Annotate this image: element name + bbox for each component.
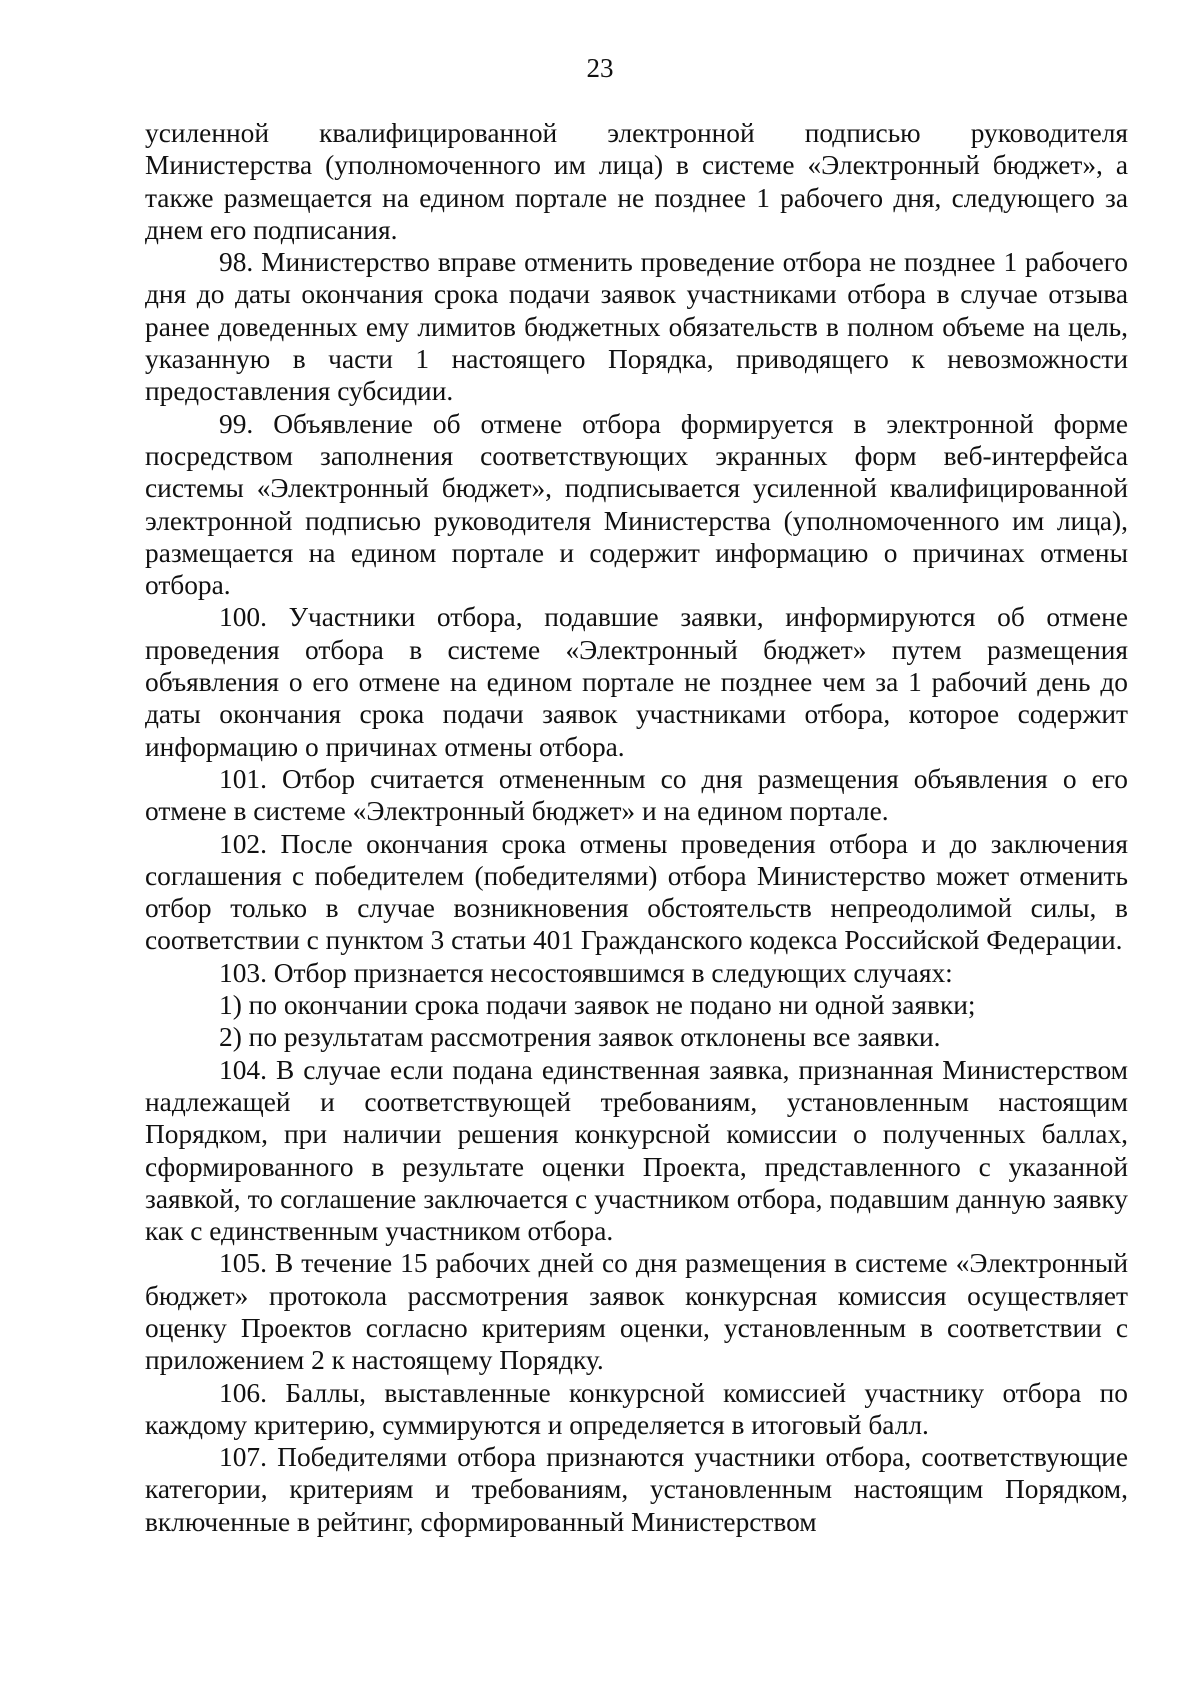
page-number: 23 [586,53,614,83]
paragraph-102: 102. После окончания срока отмены проведения отбора и до заключения соглашения с победителем (победителями) отбора Министерство может отменить отбор только в случае возникновения обстоятельств непреодолимой силы, в соответствии с пунктом 3 статьи 401 Гражданского кодекса Российской Федерации. [145,828,1128,956]
paragraph-106: 106. Баллы, выставленные конкурсной комиссией участнику отбора по каждому критерию, суммируются и определяется в итоговый балл. [145,1377,1128,1440]
paragraph-103-item-1: 1) по окончании срока подачи заявок не подано ни одной заявки; [219,990,976,1021]
paragraph-105: 105. В течение 15 рабочих дней со дня размещения в системе «Электронный бюджет» протокола рассмотрения заявок конкурсная комиссия осуществляет оценку Проектов согласно критериям оценки, установленным в соответствии с приложением 2 к настоящему Порядку. [145,1248,1128,1376]
paragraph-continuation: усиленной квалифицированной электронной подписью руководителя Министерства (уполномоченного им лица) в системе «Электронный бюджет», а также размещается на едином портале не позднее 1 рабочего дня, следующего за днем его подписания. [145,118,1128,245]
paragraph-99: 99. Объявление об отмене отбора формируется в электронной форме посредством заполнения соответствующих экранных форм веб-интерфейса системы «Электронный бюджет», подписывается усиленной квалифицированной электронной подписью руководителя Министерства (уполномоченного им лица), размещается на едином портале и содержит информацию о причинах отмены отбора. [145,408,1128,601]
paragraph-107: 107. Победителями отбора признаются участники отбора, соответствующие категории, критериям и требованиям, установленным настоящим Порядком, включенные в рейтинг, сформированный Министерством [145,1442,1128,1537]
paragraph-103-item-2: 2) по результатам рассмотрения заявок отклонены все заявки. [219,1022,941,1053]
paragraph-101: 101. Отбор считается отмененным со дня размещения объявления о его отмене в системе «Электронный бюджет» и на едином портале. [145,763,1128,827]
paragraph-104: 104. В случае если подана единственная заявка, признанная Министерством надлежащей и соответствующей требованиям, установленным настоящим Порядком, при наличии решения конкурсной комиссии о полученных баллах, сформированного в результате оценки Проекта, представленного с указанной заявкой, то соглашение заключается с участником отбора, подавшим данную заявку как с единственным участником отбора. [145,1054,1128,1247]
paragraph-100: 100. Участники отбора, подавшие заявки, информируются об отмене проведения отбора в системе «Электронный бюджет» путем размещения объявления о его отмене на едином портале не позднее чем за 1 рабочий день до даты окончания срока подачи заявок участниками отбора, которое содержит информацию о причинах отмены отбора. [145,602,1128,762]
document-body [145,117,1128,1538]
paragraph-98: 98. Министерство вправе отменить проведение отбора не позднее 1 рабочего дня до даты окончания срока подачи заявок участниками отбора в случае отзыва ранее доведенных ему лимитов бюджетных обязательств в полном объеме на цель, указанную в части 1 настоящего Порядка, приводящего к невозможности предоставления субсидии. [145,247,1128,407]
paragraph-103: 103. Отбор признается несостоявшимся в следующих случаях: [219,957,953,988]
